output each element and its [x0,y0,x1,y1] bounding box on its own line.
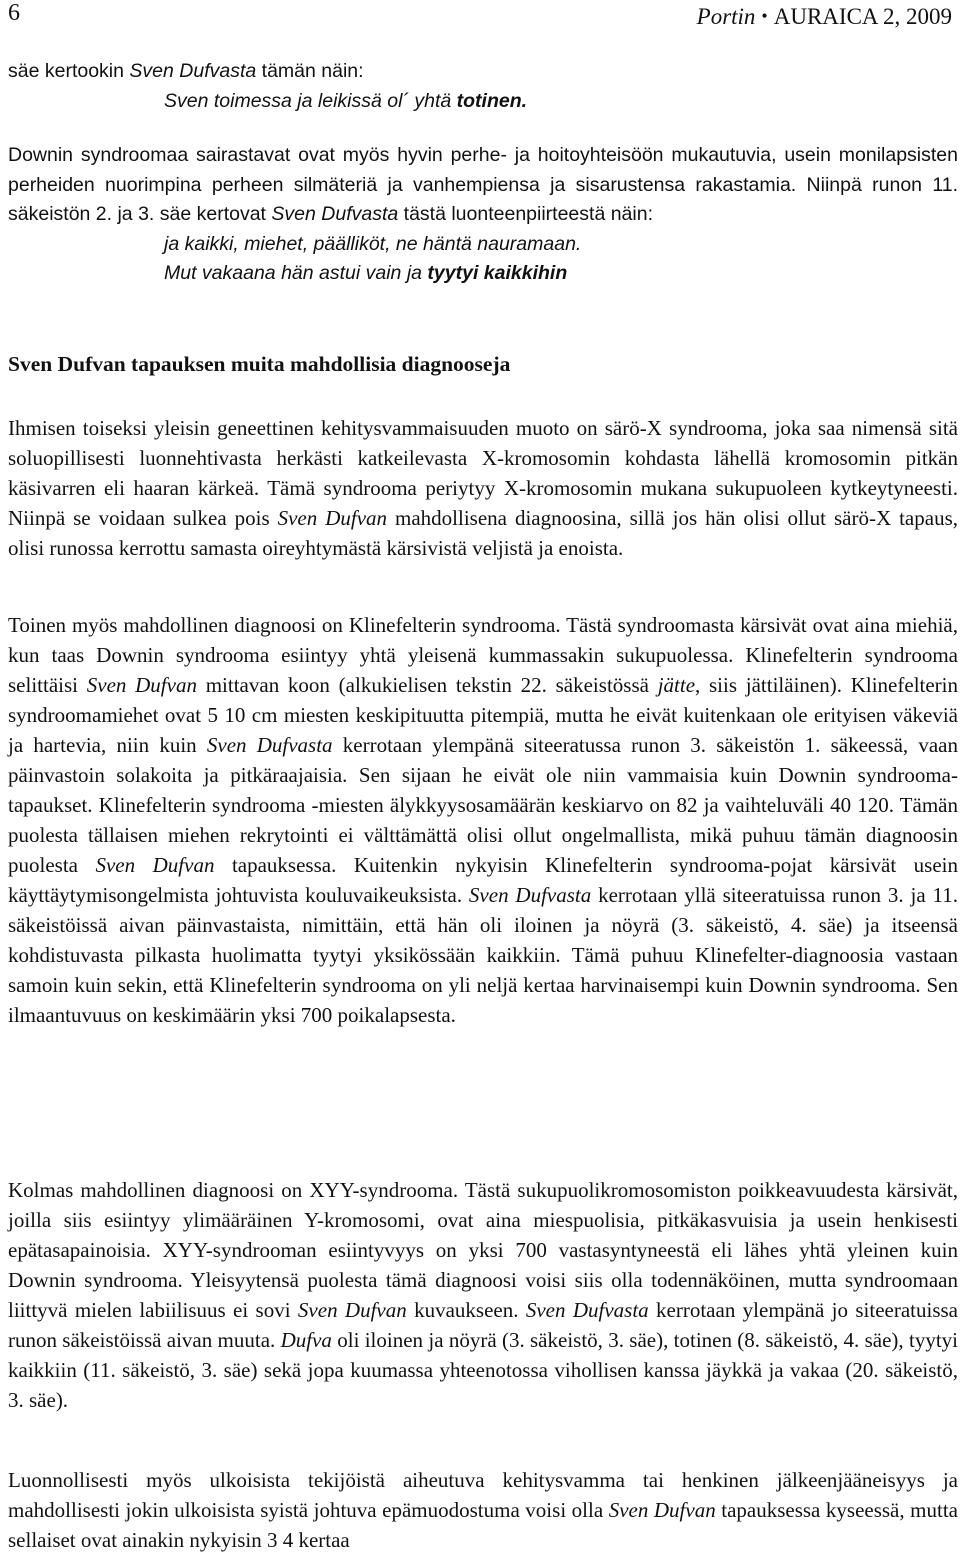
text-run: Kolmas mahdollinen diagnoosi on XYY-syndrooma. Tästä sukupuolikromosomiston poikkeavuudesta kärsivät, joilla siis esiintyy ylimääräinen Y-kromosomi, ovat aina miespuolisia, pitkäkasvuisia ja usein henkisesti epätasapainoisia. XYY-syndrooman esiintyvyys on yksi 700 vastasyntyneestä eli lähes yhtä yleinen kuin Downin syndrooma. Yleisyytensä puolesta tämä diagnoosi voisi siis olla todennäköinen, mutta syndroomaan liittyvä mielen labiilisuus ei sovi [8,1178,958,1322]
italic-name: Dufva [280,1328,332,1352]
bullet-separator: • [761,6,768,26]
text-run: kuvaukseen. [406,1298,526,1322]
body-block-4 [8,1465,958,1555]
issue-label: AURAICA 2, 2009 [773,4,952,29]
poem-quote-2-bold: tyytyi kaikkihin [427,262,568,284]
intro-text: säe kertookin [8,60,130,82]
body-block-2 [8,610,958,1030]
page-number: 6 [8,0,20,26]
poem-quote-2 [8,259,958,289]
italic-name: Sven Dufvan [86,673,197,697]
text-run: kerrotaan ylempänä siteeratussa runon 3. säkeistön 1. säkeessä, vaan päinvastoin solakoita ja pitkäraajaisia. Sen sijaan he eivät ole niin vammaisia kuin Downin syndrooma-tapaukset. Klinefelterin syndrooma -miesten älykkyysosamäärän keskiarvo on 82 ja vaihteluväli 40 120. Tämän puolesta tällaisen miehen rekrytointi ei välttämättä olisi ollut ongelmallista, mikä puhuu tämän diagnoosin puolesta [8,733,958,877]
text-run: tapauksessa. Kuitenkin nykyisin Klinefelterin syndrooma-pojat kärsivät usein käyttäytymisongelmista johtuvista kouluvaikeuksista. [8,853,959,907]
commentary-name: Sven Dufvasta [271,203,399,225]
running-header [697,4,952,30]
body-block-3 [8,1175,958,1415]
italic-name: Sven Dufvan [277,506,388,530]
italic-name: Sven Dufvan [95,853,215,877]
commentary-paragraph [8,141,958,230]
text-run: mahdollisena diagnoosina, sillä jos hän olisi ollut särö-X tapaus, olisi runossa kerrottu samasta oireyhtymästä kärsivistä veljistä ja enoista. [8,506,958,560]
section-heading: Sven Dufvan tapauksen muita mahdollisia diagnooseja [8,352,511,376]
text-run: oli iloinen ja nöyrä (3. säkeistö, 3. säe), totinen (8. säkeistö, 4. säe), tyytyi kaikkiin (11. säkeistö, 3. säe) sekä jopa kuumassa yhteenotossa vihollisen kanssa jäykkä ja vakaa (20. säkeistö, 3. säe). [8,1328,958,1412]
paragraph-2 [8,610,958,1030]
paragraph-4 [8,1465,958,1555]
journal-name: Portin [696,4,756,29]
commentary-text: Downin syndroomaa sairastavat ovat myös hyvin perhe- ja hoitoyhteisöön mukautuvia, usein monilapsisten perheiden nuorimpina perheen silmäteriä ja vanhempiensa ja sisarustensa rakastamia. Niinpä runon 11. säkeistön 2. ja 3. säe kertovat [8,144,958,225]
text-run: tapauksessa kyseessä, mutta sellaiset ovat ainakin nykyisin 3 4 kertaa [8,1498,958,1552]
text-run: Luonnollisesti myös ulkoisista tekijöistä aiheutuva kehitysvamma tai henkinen jälkeenjääneisyys ja mahdollisesti jokin ulkoisista syistä johtuva epämuodostuma voisi olla [8,1468,958,1522]
poem-quote [8,87,958,117]
commentary-text-end: tästä luonteenpiirteestä näin: [398,203,653,225]
poem-quote-2-text: Mut vakaana hän astui vain ja [164,262,428,284]
italic-name: Sven Dufvan [297,1298,407,1322]
italic-name: Sven Dufvan [608,1498,716,1522]
intro-line [8,57,958,87]
intro-name: Sven Dufvasta [129,60,257,82]
poem-quote-1: ja kaikki, miehet, päälliköt, ne häntä nauramaan. [164,232,582,255]
text-run: mittavan koon (alkukielisen tekstin 22. säkeistössä [196,673,658,697]
paragraph-3 [8,1175,958,1415]
italic-name: Sven Dufvasta [468,883,592,907]
italic-name: Sven Dufvasta [206,733,333,757]
text-run: Toinen myös mahdollinen diagnoosi on Klinefelterin syndrooma. Tästä syndroomasta kärsivät ovat aina miehiä, kun taas Downin syndrooma esiintyy yhtä yleisenä kummassakin sukupuolessa. Klinefelterin syndrooma selittäisi [8,613,958,697]
intro-text-end: tämän näin: [256,60,364,82]
poem-quote-text: Sven toimessa ja leikissä ol´ yhtä [164,89,457,112]
text-run: kerrotaan yllä siteeratuissa runon 3. ja 11. säkeistöissä aivan päinvastaista, nimittäin, että hän oli iloinen ja nöyrä (3. säkeistö, 4. säe) ja itseensä kohdistuvasta pilkasta huolimatta tyytyi yksikössään kaikkiin. Tämä puhuu Klinefelter-diagnoosia vastaan samoin kuin sekin, että Klinefelterin syndrooma on yli neljä kertaa harvinaisempi kuin Downin syndrooma. Sen ilmaantuvuus on keskimäärin yksi 700 poikalapsesta. [8,883,958,1027]
text-run: kerrotaan ylempänä jo siteeratuissa runon säkeistöissä aivan muuta. [8,1298,958,1352]
poem-quote-bold: totinen. [456,89,528,112]
text-run: Ihmisen toiseksi yleisin geneettinen kehitysvammaisuuden muoto on särö-X syndrooma, joka saa nimensä sitä soluopillisesti luonnehtivasta herkästi katkeilevasta X-kromosomin kohdasta lähellä kromosomin pitkän käsivarren eli haaran kärkeä. Tämä syndrooma periytyy X-kromosomin mukana sukupuoleen kytkeytyneesti. Niinpä se voidaan sulkea pois [8,416,958,530]
body-block-1 [8,413,958,563]
italic-word: jätte [657,673,696,697]
commentary-block [8,141,958,289]
intro-block [8,57,958,116]
paragraph-1 [8,413,958,563]
text-run: , siis jättiläinen). Klinefelterin syndroomamiehet ovat 5 10 cm miesten keskipituutta pitempiä, mutta he eivät kuitenkaan ole erityisen väkeviä ja hartevia, niin kuin [8,673,959,757]
italic-name: Sven Dufvasta [525,1298,649,1322]
